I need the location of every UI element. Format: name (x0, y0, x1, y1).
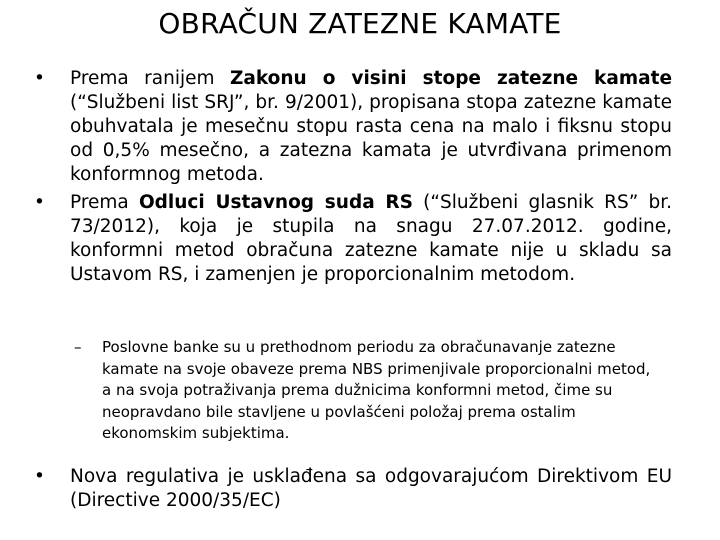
bullet-text-before: Prema (70, 192, 139, 213)
slide-title: OBRAČUN ZATEZNE KAMATE (158, 7, 562, 40)
bullet-text (70, 67, 672, 187)
bullet-item-court-decision (34, 191, 672, 287)
bullet-text-after: (“Službeni list SRJ”, br. 9/2001), propisana stopa zatezne kamate obuhvatala je mesečnu stopu rasta cena na malo i fiksnu stopu od 0,5% mesečno, a zatezna kamata je utvrđivana primenom konformnog metoda. (70, 92, 672, 185)
law-name-bold: Zakonu o visini stope zatezne kamate (229, 68, 673, 89)
bullet-icon: • (34, 192, 45, 213)
bullet-icon: • (34, 466, 45, 487)
dash-icon: – (74, 338, 82, 356)
bullet-text: Nova regulativa je usklađena sa odgovarajućom Direktivom EU (Directive 2000/35/EC) (70, 466, 672, 511)
bullet-icon: • (34, 68, 45, 89)
bullet-text-after: (“Službeni glasnik RS” br. 73/2012), koja je stupila na snagu 27.07.2012. godine, konformni metod obračuna zatezne kamate nije u skladu sa Ustavom RS, i zamenjen je proporcionalnim metodom. (70, 192, 672, 285)
decision-name-bold: Odluci Ustavnog suda RS (138, 192, 413, 213)
sub-bullet-text: Poslovne banke su u prethodnom periodu za obračunavanje zatezne kamate na svoje obaveze prema NBS primenjivale proporcionalni metod, a na svoja potraživanja prema dužnicima konformni metod, čime su neopravdano bile stavljene u povlašćeni položaj prema ostalim ekonomskim subjektima. (102, 338, 651, 442)
bullet-text (70, 191, 672, 287)
bullet-item-old-law (34, 67, 672, 187)
bullet-item-new-regulation (34, 465, 672, 513)
bullet-text-before: Prema ranijem (70, 68, 230, 89)
sub-bullet-item-banks (74, 337, 660, 445)
